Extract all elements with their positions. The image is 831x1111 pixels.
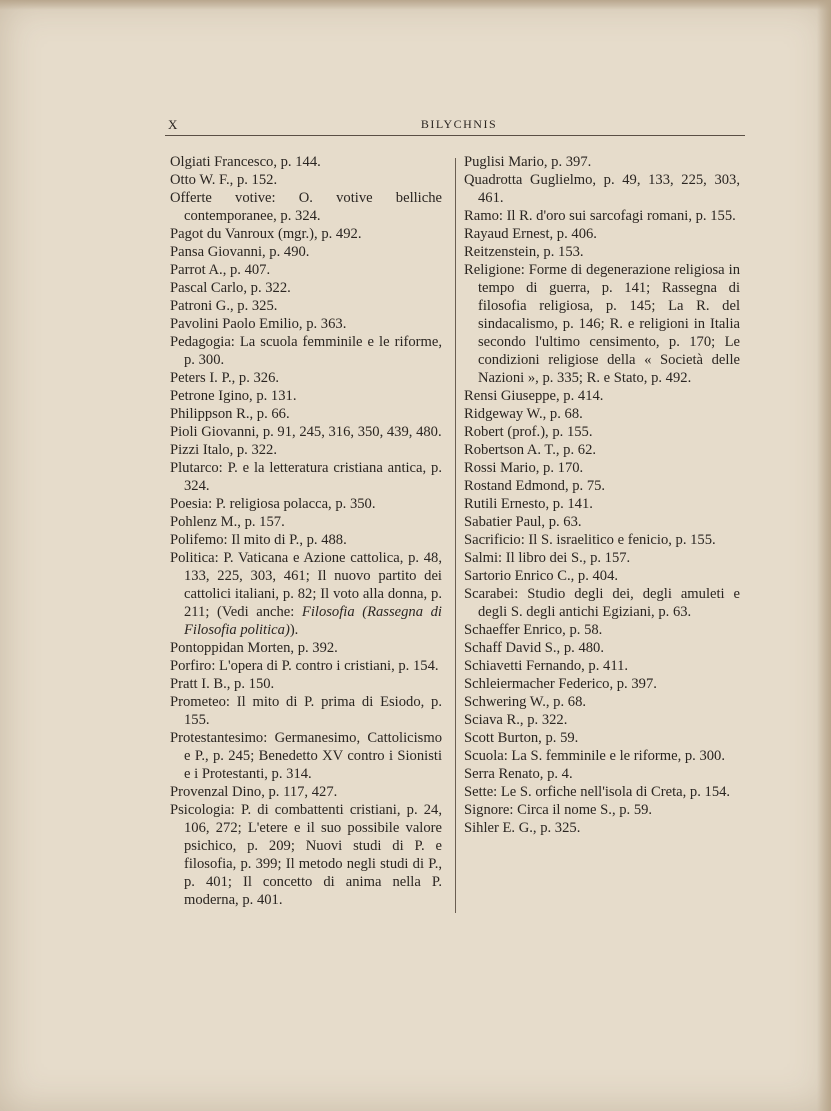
index-entry (464, 405, 740, 423)
index-entry-text: Pagot du Vanroux (mgr.), p. 492. (170, 226, 362, 242)
index-entry-text: Puglisi Mario, p. 397. (464, 154, 592, 170)
index-column-right (464, 153, 740, 837)
index-entry (170, 153, 442, 171)
index-entry (170, 171, 442, 189)
index-entry (464, 639, 740, 657)
index-entry-text: Sabatier Paul, p. 63. (464, 514, 582, 530)
index-entry (464, 801, 740, 819)
index-entry (170, 513, 442, 531)
index-entry-text: Robertson A. T., p. 62. (464, 442, 597, 458)
index-entry-text: Scarabei: Studio degli dei, degli amuleti e degli S. degli antichi Egiziani, p. 63. (464, 586, 740, 620)
index-entry-text: Quadrotta Guglielmo, p. 49, 133, 225, 303, 461. (464, 172, 740, 206)
index-entry (170, 297, 442, 315)
index-entry-text: Ridgeway W., p. 68. (464, 406, 583, 422)
index-entry (170, 405, 442, 423)
index-entry (464, 819, 740, 837)
index-entry (464, 675, 740, 693)
index-entry-text: Ramo: Il R. d'oro sui sarcofagi romani, p. 155. (464, 208, 736, 224)
index-entry (464, 459, 740, 477)
index-entry-text: Sartorio Enrico C., p. 404. (464, 568, 619, 584)
index-entry-text: Psicologia: P. di combattenti cristiani, p. 24, 106, 272; L'etere e il suo possibile valore psichico, p. 209; Nuovi studi di P. e filosofia, p. 399; Il metodo negli studi di P., p. 401; Il concetto di anima nella P. moderna, p. 401. (170, 802, 442, 908)
index-entry-text: Religione: Forme di degenerazione religiosa in tempo di guerra, p. 141; Rassegna di filosofia religiosa, p. 145; La R. del sindacalismo, p. 146; R. e religioni in Italia secondo l'ultimo censimento, p. 170; Le condizioni religiose della « Società delle Nazioni », p. 335; R. e Stato, p. 492. (464, 262, 740, 386)
index-entry (170, 225, 442, 243)
index-entry-text: Pizzi Italo, p. 322. (170, 442, 278, 458)
index-entry (170, 423, 442, 441)
index-entry (170, 675, 442, 693)
index-entry-text: Pavolini Paolo Emilio, p. 363. (170, 316, 347, 332)
index-entry-text: Pansa Giovanni, p. 490. (170, 244, 310, 260)
index-entry-text: Olgiati Francesco, p. 144. (170, 154, 321, 170)
index-entry-text: Pohlenz M., p. 157. (170, 514, 285, 530)
page-number: X (168, 117, 179, 132)
index-entry (464, 765, 740, 783)
index-entry-text: Poesia: P. religiosa polacca, p. 350. (170, 496, 376, 512)
running-head (168, 117, 750, 135)
header-rule (165, 135, 745, 136)
index-entry-text: Schleiermacher Federico, p. 397. (464, 676, 657, 692)
index-entry-text: Polifemo: Il mito di P., p. 488. (170, 532, 347, 548)
index-entry (170, 189, 442, 225)
index-entry-italic: Filosofia (Rassegna di Filosofia politica) (184, 604, 442, 638)
index-entry (464, 513, 740, 531)
index-entry-tail: ). (289, 622, 299, 638)
index-entry-text: Rossi Mario, p. 170. (464, 460, 584, 476)
index-entry (464, 207, 740, 225)
index-entry (464, 441, 740, 459)
index-entry-text: Pedagogia: La scuola femminile e le riforme, p. 300. (170, 334, 442, 368)
index-entry (170, 639, 442, 657)
index-entry-text: Schaeffer Enrico, p. 58. (464, 622, 603, 638)
index-entry (464, 783, 740, 801)
index-entry-text: Plutarco: P. e la letteratura cristiana antica, p. 324. (170, 460, 442, 494)
index-entry (464, 225, 740, 243)
index-entry (464, 153, 740, 171)
index-entry-text: Schaff David S., p. 480. (464, 640, 604, 656)
index-entry (464, 531, 740, 549)
index-entry (464, 657, 740, 675)
index-entry (464, 549, 740, 567)
index-entry-text: Philippson R., p. 66. (170, 406, 290, 422)
index-entry (464, 711, 740, 729)
index-entry (170, 387, 442, 405)
index-entry-text: Petrone Igino, p. 131. (170, 388, 297, 404)
index-entry-text: Serra Renato, p. 4. (464, 766, 573, 782)
index-entry-text: Rostand Edmond, p. 75. (464, 478, 606, 494)
index-entry (464, 243, 740, 261)
index-entry-text: Rayaud Ernest, p. 406. (464, 226, 597, 242)
index-entry (170, 279, 442, 297)
index-entry-text: Schwering W., p. 68. (464, 694, 587, 710)
index-entry (170, 333, 442, 369)
index-entry (170, 531, 442, 549)
index-entry-text: Politica: P. Vaticana e Azione cattolica, p. 48, 133, 225, 303, 461; Il nuovo partito dei cattolici italiani, p. 82; Il voto alla donna, p. 211; (Vedi anche: (170, 550, 442, 620)
index-entry (170, 261, 442, 279)
index-entry-text: Parrot A., p. 407. (170, 262, 271, 278)
index-entry (170, 495, 442, 513)
index-entry (170, 801, 442, 909)
index-entry-text: Provenzal Dino, p. 117, 427. (170, 784, 338, 800)
index-entry (170, 243, 442, 261)
index-entry (464, 261, 740, 387)
index-entry (170, 369, 442, 387)
index-entry (170, 729, 442, 783)
index-entry (170, 549, 442, 639)
index-entry-text: Schiavetti Fernando, p. 411. (464, 658, 629, 674)
journal-title: BILYCHNIS (420, 117, 498, 131)
index-entry (170, 693, 442, 729)
index-entry-text: Scott Burton, p. 59. (464, 730, 579, 746)
index-entry-text: Sacrificio: Il S. israelitico e fenicio, p. 155. (464, 532, 716, 548)
index-entry-text: Sihler E. G., p. 325. (464, 820, 581, 836)
index-entry (464, 495, 740, 513)
index-entry (464, 693, 740, 711)
index-entry (170, 459, 442, 495)
index-entry-text: Robert (prof.), p. 155. (464, 424, 593, 440)
index-entry-text: Sciava R., p. 322. (464, 712, 568, 728)
index-entry-text: Peters I. P., p. 326. (170, 370, 280, 386)
index-entry-text: Pontoppidan Morten, p. 392. (170, 640, 338, 656)
index-entry (170, 441, 442, 459)
index-entry-text: Scuola: La S. femminile e le riforme, p. 300. (464, 748, 725, 764)
index-entry (464, 585, 740, 621)
index-entry (464, 171, 740, 207)
index-entry-text: Sette: Le S. orfiche nell'isola di Creta, p. 154. (464, 784, 731, 800)
index-entry-text: Pratt I. B., p. 150. (170, 676, 275, 692)
index-entry (170, 783, 442, 801)
index-entry (170, 657, 442, 675)
column-divider (455, 158, 456, 913)
index-entry-text: Rensi Giuseppe, p. 414. (464, 388, 604, 404)
index-entry-text: Offerte votive: O. votive belliche contemporanee, p. 324. (170, 190, 442, 224)
index-entry-text: Salmi: Il libro dei S., p. 157. (464, 550, 631, 566)
index-entry-text: Porfiro: L'opera di P. contro i cristiani, p. 154. (170, 658, 439, 674)
index-entry-text: Otto W. F., p. 152. (170, 172, 278, 188)
index-column-left (170, 153, 442, 909)
index-entry-text: Signore: Circa il nome S., p. 59. (464, 802, 653, 818)
index-entry-text: Pioli Giovanni, p. 91, 245, 316, 350, 439, 480. (170, 424, 442, 440)
index-entry-text: Reitzenstein, p. 153. (464, 244, 584, 260)
index-entry (464, 387, 740, 405)
index-entry-text: Prometeo: Il mito di P. prima di Esiodo, p. 155. (170, 694, 442, 728)
index-entry (464, 477, 740, 495)
index-entry (464, 621, 740, 639)
index-entry (464, 567, 740, 585)
index-entry-text: Rutili Ernesto, p. 141. (464, 496, 593, 512)
index-entry-text: Patroni G., p. 325. (170, 298, 278, 314)
index-entry (170, 315, 442, 333)
index-entry (464, 729, 740, 747)
index-entry-text: Protestantesimo: Germanesimo, Cattolicismo e P., p. 245; Benedetto XV contro i Sionisti e i Protestanti, p. 314. (170, 730, 442, 782)
index-entry (464, 747, 740, 765)
index-entry-text: Pascal Carlo, p. 322. (170, 280, 291, 296)
index-entry (464, 423, 740, 441)
